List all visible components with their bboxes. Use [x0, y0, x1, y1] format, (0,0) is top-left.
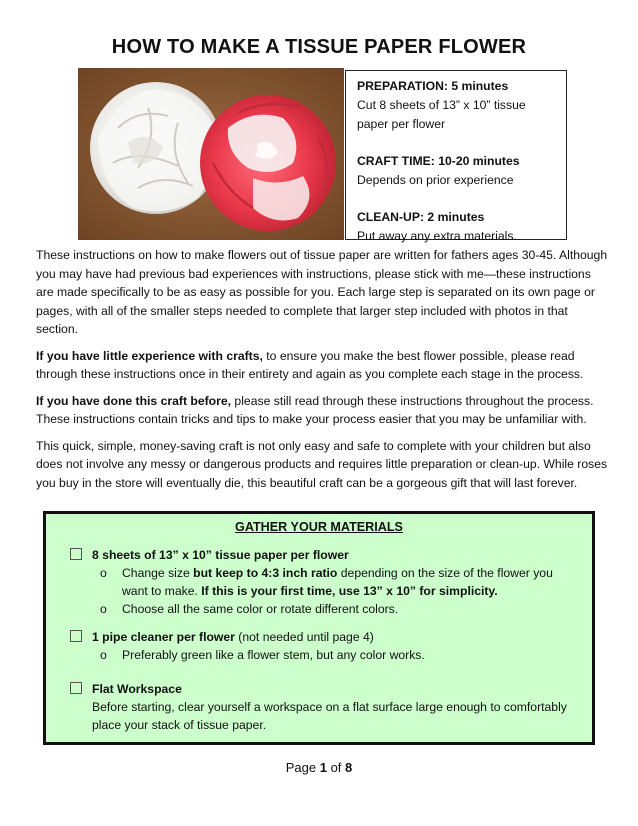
- workspace-desc: Before starting, clear yourself a workspace on a flat surface large enough to comfortably place your stack of tissue paper.: [92, 700, 567, 732]
- materials-box: [43, 511, 595, 745]
- craft-time-desc: Depends on prior experience: [357, 173, 514, 187]
- checkbox-bullet-icon: [70, 682, 82, 694]
- circle-bullet-icon: o: [100, 602, 107, 616]
- material-workspace: Flat Workspace Before starting, clear yourself a workspace on a flat surface large enough to comfortably place your stack of tissue paper.: [70, 680, 580, 734]
- material-pipe-cleaner: 1 pipe cleaner per flower (not needed until page 4) o Preferably green like a flower stem, but any color works.: [70, 628, 580, 664]
- time-info-box: [345, 70, 567, 243]
- circle-bullet-icon: o: [100, 566, 107, 580]
- intro-paragraph: These instructions on how to make flowers out of tissue paper are written for fathers ages 30-45. Although you may have had previous bad experiences with instructions, please stick with me—these instructions are made specifically to be as easy as possible for you. Each large step is separated on its own page or pages, with all of the smaller steps needed to complete that larger step included with photos in that section.: [36, 248, 608, 336]
- red-flower: [200, 95, 336, 231]
- cleanup-desc: Put away any extra materials.: [357, 229, 517, 243]
- cleanup-time: CLEAN-UP: 2 minutes: [357, 210, 485, 224]
- sub-item: o Change size but keep to 4:3 inch ratio depending on the size of the flower you want to make. If this is your first time, use 13” x 10” for simplicity.: [100, 566, 553, 598]
- tissue-flower-image: [78, 68, 344, 240]
- little-experience-paragraph: If you have little experience with crafts, to ensure you make the best flower possible, please read through these instructions once in their entirety and again as you complete each stage in the process.: [36, 348, 584, 381]
- preparation-time: PREPARATION: 5 minutes: [357, 79, 509, 93]
- flower-photo: [78, 68, 344, 240]
- checkbox-bullet-icon: [70, 548, 82, 560]
- intro-text: [36, 246, 608, 500]
- preparation-desc-line1: Cut 8 sheets of 13” x 10” tissue: [357, 98, 526, 112]
- benefits-paragraph: This quick, simple, money-saving craft is not only easy and safe to complete with your children but also does not involve any messy or dangerous products and requires little preparation or clean-up. While roses you buy in the store will eventually die, this beautiful craft can be a gorgeous gift that will last forever.: [36, 438, 608, 490]
- circle-bullet-icon: o: [100, 648, 107, 662]
- materials-title: GATHER YOUR MATERIALS: [235, 520, 403, 534]
- page-number: Page 1 of 8: [285, 760, 353, 775]
- sub-item: o Preferably green like a flower stem, but any color works.: [100, 648, 425, 662]
- preparation-desc-line2: paper per flower: [357, 117, 446, 131]
- done-before-paragraph: If you have done this craft before, please still read through these instructions throughout the process. These instructions contain tricks and tips to make your process easier that you may be unfamiliar with.: [36, 393, 594, 426]
- sub-item: o Choose all the same color or rotate different colors.: [100, 602, 399, 616]
- page-title: HOW TO MAKE A TISSUE PAPER FLOWER: [111, 36, 527, 58]
- craft-time: CRAFT TIME: 10-20 minutes: [357, 154, 520, 168]
- checkbox-bullet-icon: [70, 630, 82, 642]
- material-tissue-paper: 8 sheets of 13” x 10” tissue paper per flower o Change size but keep to 4:3 inch ratio depending on the size of the flower you want to make. If this is your first time, use 13” x 10” for simplicity. o Choose all the same color or rotate different colors.: [70, 546, 580, 618]
